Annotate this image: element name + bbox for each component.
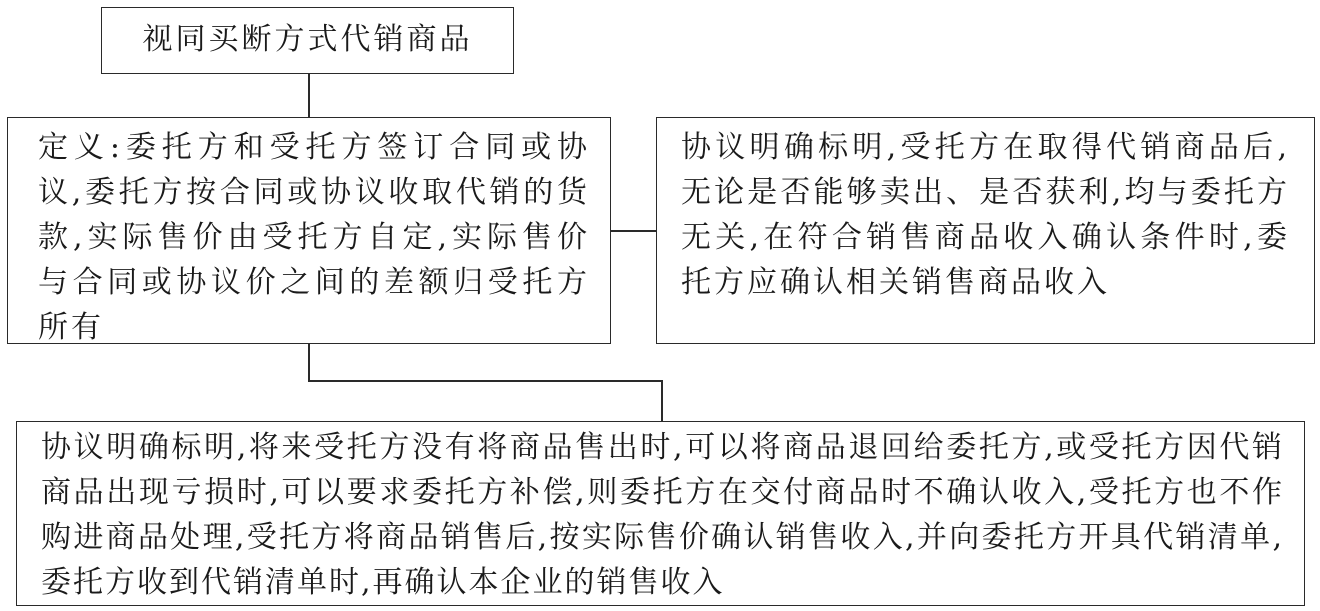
connector-to-return-box xyxy=(661,380,663,421)
connector-horizontal xyxy=(308,380,662,382)
return-agreement-text: 协议明确标明,将来受托方没有将商品售出时,可以将商品退回给委托方,或受托方因代销商品出现亏损时,可以要求委托方补偿,则委托方在交付商品时不确认收入,受托方也不作购进商品处理,受托方将商品销售后,按实际售价确认销售收入,并向委托方开具代销清单,委托方收到代销清单时,再确认本企业的销售收入 xyxy=(41,430,1284,600)
no-return-agreement-box xyxy=(656,117,1315,344)
no-return-agreement-text: 协议明确标明,受托方在取得代销商品后,无论是否能够卖出、是否获利,均与委托方无关,在符合销售商品收入确认条件时,委托方应确认相关销售商品收入 xyxy=(681,130,1290,300)
definition-text: 定义:委托方和受托方签订合同或协议,委托方按合同或协议收取代销的货款,实际售价由受托方自定,实际售价与合同或协议价之间的差额归受托方所有 xyxy=(38,130,590,345)
title-box xyxy=(101,7,514,74)
return-agreement-box xyxy=(16,421,1305,606)
definition-box xyxy=(7,117,611,344)
title-text: 视同买断方式代销商品 xyxy=(142,22,473,57)
connector-title-to-definition xyxy=(308,74,310,117)
connector-definition-to-agreement xyxy=(611,230,656,232)
